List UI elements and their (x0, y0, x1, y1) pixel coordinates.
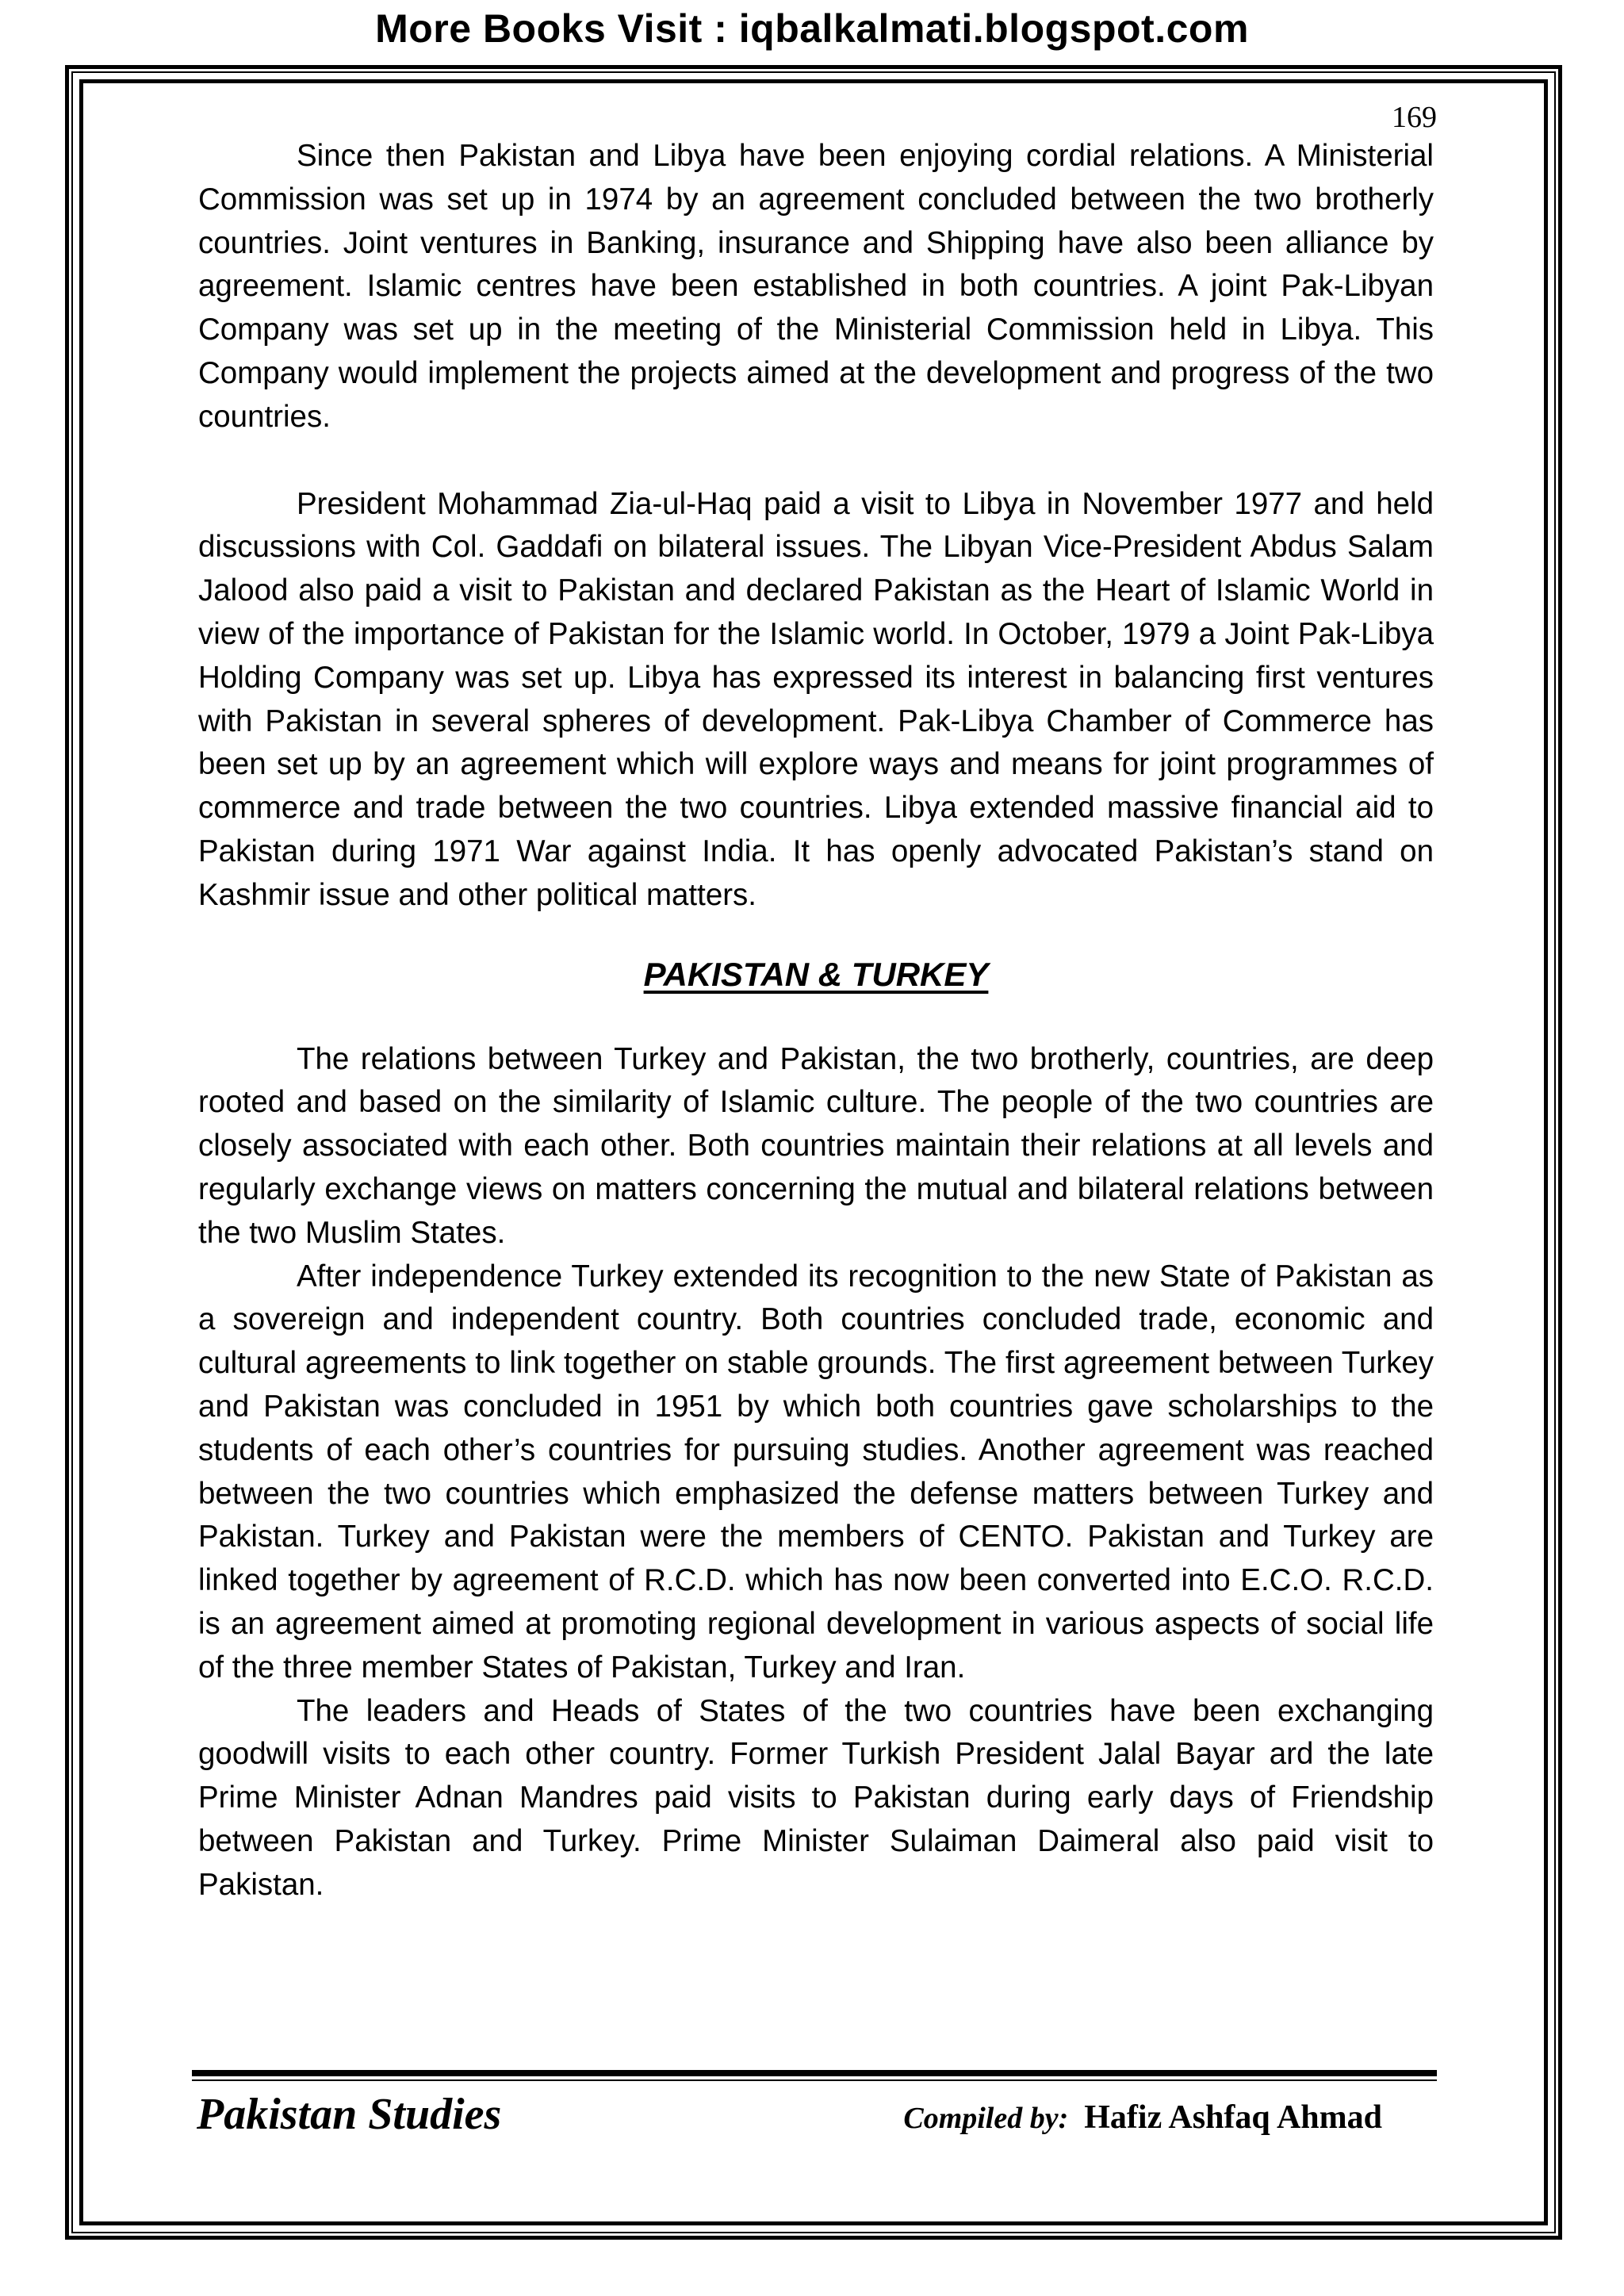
footer-divider-thin (192, 2079, 1437, 2081)
paragraph-turkey-independence: After independence Turkey extended its recognition to the new State of Pakistan as a sovereign and independent country. Both countries concluded trade, economic and cultural agreements to link together on stable grounds. The first agreement between Turkey and Pakistan was concluded in 1951 by which both countries gave scholarships to the students of each other’s countries for pursuing studies. Another agreement was reached between the two countries which emphasized the defense matters between Turkey and Pakistan. Turkey and Pakistan were the members of CENTO. Pakistan and Turkey are linked together by agreement of R.C.D. which has now been converted into E.C.O. R.C.D. is an agreement aimed at promoting regional development in various aspects of social life of the three member States of Pakistan, Turkey and Iran. (198, 1259, 1434, 1685)
banner-website-text: More Books Visit : iqbalkalmati.blogspot.com (375, 6, 1249, 51)
paragraph-zia-visit: President Mohammad Zia-ul-Haq paid a visit to Libya in November 1977 and held discussions with Col. Gaddafi on bilateral issues. The Libyan Vice-President Abdus Salam Jalood also paid a visit to Pakistan and declared Pakistan as the Heart of Islamic World in view of the importance of Pakistan for the Islamic world. In October, 1979 a Joint Pak-Libya Holding Company was set up. Libya has expressed its interest in balancing first ventures with Pakistan in several spheres of development. Pak-Libya Chamber of Commerce has been set up by an agreement which will explore ways and means for joint programmes of commerce and trade between the two countries. Libya extended massive financial aid to Pakistan during 1971 War against India. It has openly advocated Pakistan’s stand on Kashmir issue and other political matters. (198, 486, 1434, 912)
paragraph-turkey-leaders: The leaders and Heads of States of the two countries have been exchanging goodwill visits to each other country. Former Turkish President Jalal Bayar ard the late Prime Minister Adnan Mandres paid visits to Pakistan during early days of Friendship between Pakistan and Turkey. Prime Minister Sulaiman Daimeral also paid visit to Pakistan. (198, 1693, 1434, 1902)
footer-compiler-name: Hafiz Ashfaq Ahmad (1084, 2099, 1382, 2136)
section-heading: PAKISTAN & TURKEY (643, 955, 989, 993)
page-body (198, 135, 1434, 1907)
paragraph-turkey-relations: The relations between Turkey and Pakistan, the two brotherly, countries, are deep rooted and based on the similarity of Islamic culture. The people of the two countries are closely associated with each other. Both countries maintain their relations at all levels and regularly exchange views on matters concerning the mutual and bilateral relations between the two Muslim States. (198, 1041, 1434, 1250)
page-number: 169 (1392, 101, 1437, 134)
footer-book-title: Pakistan Studies (197, 2090, 502, 2139)
footer-compiled-label: Compiled by: (903, 2102, 1069, 2135)
footer-credit (903, 2095, 1382, 2147)
paragraph-libya-relations: Since then Pakistan and Libya have been enjoying cordial relations. A Ministerial Commission was set up in 1974 by an agreement concluded between the two brotherly countries. Joint ventures in Banking, insurance and Shipping have also been alliance by agreement. Islamic centres have been established in both countries. A joint Pak-Libyan Company was set up in the meeting of the Ministerial Commission held in Libya. This Company would implement the projects aimed at the development and progress of the two countries. (198, 139, 1434, 434)
footer-divider-thick (192, 2070, 1437, 2076)
